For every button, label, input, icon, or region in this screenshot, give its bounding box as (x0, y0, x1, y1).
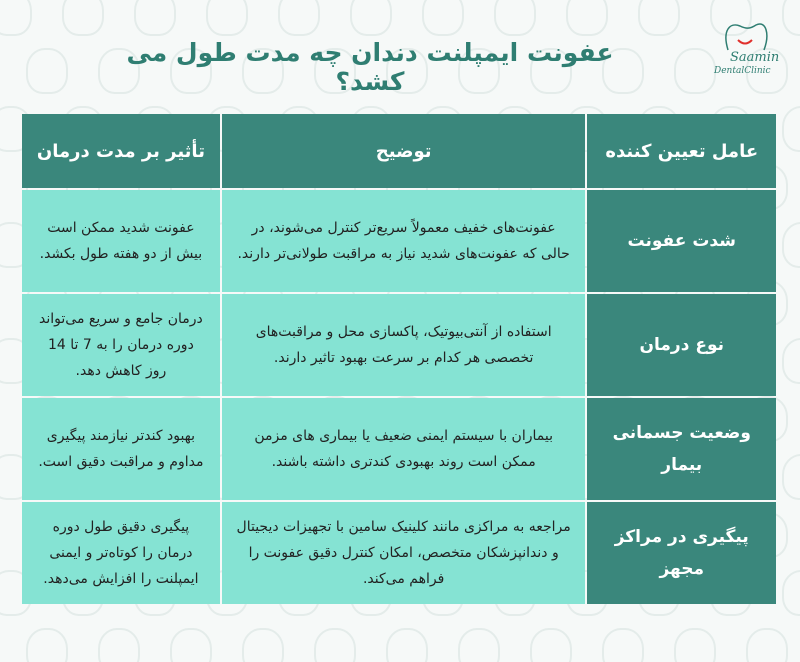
tooth-pattern-icon (782, 454, 800, 500)
tooth-pattern-icon (386, 628, 428, 662)
effect-cell: بهبود کندتر نیازمند پیگیری مداوم و مراقبت دقیق است. (22, 398, 220, 500)
infection-duration-table (20, 112, 778, 606)
description-cell: بیماران با سیستم ایمنی ضعیف یا بیماری های مزمن ممکن است روند بهبودی کندتری داشته باشند. (222, 398, 586, 500)
tooth-pattern-icon (746, 628, 788, 662)
table-row (22, 190, 776, 292)
tooth-pattern-icon (782, 0, 800, 36)
tooth-pattern-icon (26, 48, 68, 94)
tooth-pattern-icon (206, 0, 248, 36)
tooth-pattern-icon (134, 0, 176, 36)
tooth-pattern-icon (314, 628, 356, 662)
tooth-pattern-icon (530, 628, 572, 662)
tooth-pattern-icon (350, 0, 392, 36)
description-cell: عفونت‌های خفیف معمولاً سریع‌تر کنترل می‌شوند، در حالی که عفونت‌های شدید نیاز به مراقبت طولانی‌تر دارند. (222, 190, 586, 292)
table-row (22, 294, 776, 396)
description-cell: استفاده از آنتی‌بیوتیک، پاکسازی محل و مراقبت‌های تخصصی هر کدام بر سرعت بهبود تاثیر دارند. (222, 294, 586, 396)
description-cell: مراجعه به مراکزی مانند کلینیک سامین با تجهیزات دیجیتال و دندانپزشکان متخصص، امکان کنترل دقیق عفونت را فراهم می‌کند. (222, 502, 586, 604)
tooth-pattern-icon (782, 570, 800, 616)
clinic-logo (712, 20, 784, 84)
tooth-pattern-icon (278, 0, 320, 36)
tooth-pattern-icon (458, 628, 500, 662)
tooth-pattern-icon (782, 222, 800, 268)
logo-text-name: Saamin (730, 50, 780, 65)
header-factor: عامل تعیین کننده (587, 114, 776, 188)
tooth-pattern-icon (494, 0, 536, 36)
tooth-pattern-icon (782, 106, 800, 152)
tooth-pattern-icon (62, 0, 104, 36)
table-header-row (22, 114, 776, 188)
tooth-pattern-icon (782, 338, 800, 384)
tooth-pattern-icon (0, 0, 32, 36)
tooth-pattern-icon (566, 0, 608, 36)
effect-cell: پیگیری دقیق طول دوره درمان را کوتاه‌تر و ایمنی ایمپلنت را افزایش می‌دهد. (22, 502, 220, 604)
factor-cell: پیگیری در مراکز مجهز (587, 502, 776, 604)
tooth-pattern-icon (26, 628, 68, 662)
tooth-pattern-icon (674, 628, 716, 662)
tooth-pattern-icon (638, 0, 680, 36)
effect-cell: عفونت شدید ممکن است بیش از دو هفته طول بکشد. (22, 190, 220, 292)
tooth-pattern-icon (674, 48, 716, 94)
factor-cell: وضعیت جسمانی بیمار (587, 398, 776, 500)
tooth-pattern-icon (170, 628, 212, 662)
tooth-pattern-icon (422, 0, 464, 36)
table-row (22, 398, 776, 500)
header-description: توضیح (222, 114, 586, 188)
header-effect: تأثیر بر مدت درمان (22, 114, 220, 188)
tooth-logo-icon (720, 20, 770, 54)
tooth-pattern-icon (602, 628, 644, 662)
page-title: عفونت ایمپلنت دندان چه مدت طول می کشد؟ (126, 38, 614, 96)
factor-cell: شدت عفونت (587, 190, 776, 292)
tooth-pattern-icon (98, 628, 140, 662)
table-row (22, 502, 776, 604)
factor-cell: نوع درمان (587, 294, 776, 396)
logo-text-subtitle: DentalClinic (714, 66, 771, 76)
tooth-pattern-icon (242, 628, 284, 662)
effect-cell: درمان جامع و سریع می‌تواند دوره درمان را به 7 تا 14 روز کاهش دهد. (22, 294, 220, 396)
